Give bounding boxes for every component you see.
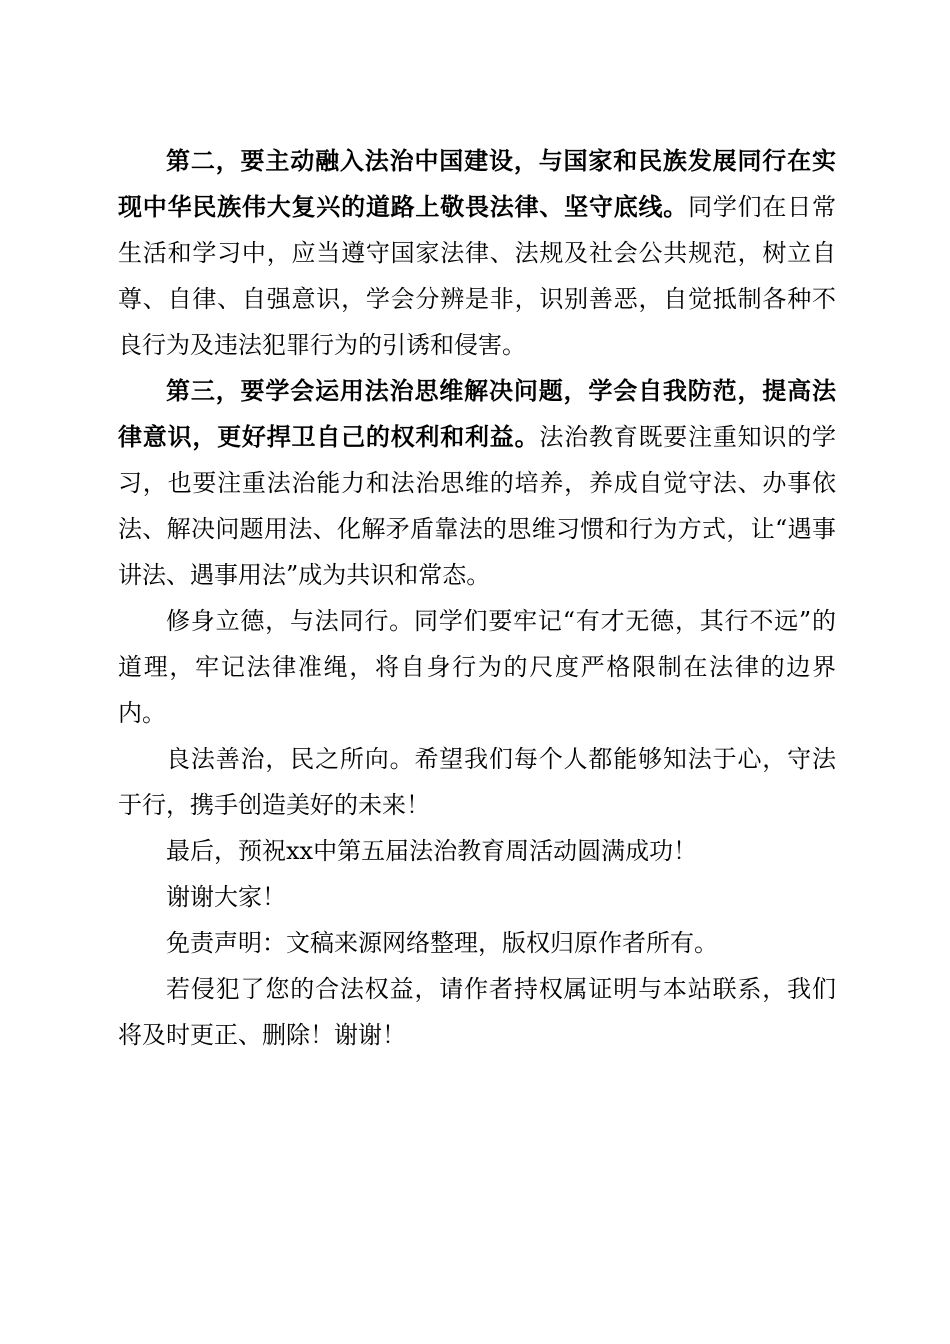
paragraph-lead: 第三，要学会运用法治思维解决问题，学会自我防范，提高法律意识，更好捍卫自己的权利和利益。: [118, 376, 836, 451]
paragraph-text: 同学们在日常生活和学习中，应当遵守国家法律、法规及社会公共规范，树立自尊、自律、自强意识，学会分辨是非，识别善恶，自觉抵制各种不良行为及违法犯罪行为的引诱和侵害。: [118, 193, 837, 359]
paragraph-text: 法治教育既要注重知识的学习，也要注重法治能力和法治思维的培养，养成自觉守法、办事依法、解决问题用法、化解矛盾靠法的思维习惯和行为方式，让“遇事讲法、遇事用法”成为共识和常态。: [118, 423, 837, 589]
paragraph-closing-wish: 最后，预祝xx中第五届法治教育周活动圆满成功！: [166, 837, 698, 865]
paragraph-third-point: [118, 368, 836, 598]
document-body: [118, 138, 836, 1058]
paragraph-second-point: [118, 138, 836, 368]
paragraph-contact-notice: 若侵犯了您的合法权益，请作者持权属证明与本站联系，我们将及时更正、删除！谢谢！: [118, 975, 836, 1049]
paragraph-disclaimer: 免责声明：文稿来源网络整理，版权归原作者所有。: [166, 929, 718, 957]
paragraph-thanks: 谢谢大家！: [166, 883, 286, 911]
paragraph-good-governance: 良法善治，民之所向。希望我们每个人都能够知法于心，守法于行，携手创造美好的未来！: [118, 745, 836, 819]
paragraph-moral-cultivation: 修身立德，与法同行。同学们要牢记“有才无德，其行不远”的道理，牢记法律准绳，将自身行为的尺度严格限制在法律的边界内。: [118, 607, 836, 727]
paragraph-lead: 第二，要主动融入法治中国建设，与国家和民族发展同行在实现中华民族伟大复兴的道路上敬畏法律、坚守底线。: [118, 146, 836, 221]
